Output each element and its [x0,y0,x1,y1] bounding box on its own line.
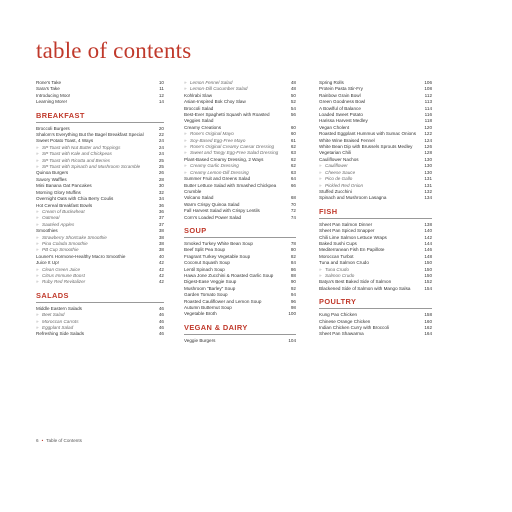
entry-page-number: 88 [290,272,296,278]
toc-entry[interactable] [319,286,432,292]
entry-page-number: 132 [424,188,432,194]
entry-title: Moroccan Carrots [42,318,79,324]
entry-title: Lemon-Dill Cucumber Salad [190,86,248,92]
entry-page-number: 42 [158,279,164,285]
entry-title: Rone's Original Creamy Caesar Dressing [190,144,275,150]
entry-page-number: 124 [424,137,432,143]
toc-section [36,80,164,106]
entry-page-number: 142 [424,234,432,240]
entry-page-number: 68 [290,195,296,201]
entry-page-number: 46 [158,325,164,330]
entry-page-number: 38 [158,240,164,246]
entry-title: Sweet Potato Toast, 4 Ways [36,138,94,144]
toc-entry[interactable] [184,183,296,196]
entry-title: Lemon Fennel Salad [190,80,233,85]
entry-page-number: 42 [158,266,164,272]
toc-column-1 [36,80,164,338]
entry-page-number: 162 [424,325,432,330]
entry-title: Cheese Sauce [325,169,356,175]
entry-page-number: 24 [158,138,164,144]
entry-title: Volcano Salad [184,195,214,201]
entry-page-number: 60 [290,124,296,130]
entry-page-number: 148 [424,253,432,259]
entry-page-number: 74 [290,214,296,220]
entry-title: Louner's Hormone-Healthy Macro Smoothie [36,253,126,259]
entry-title: Fragrant Turkey Vegetable Soup [184,253,251,259]
toc-entry[interactable] [319,195,432,201]
entry-page-number: 14 [158,99,164,105]
entry-title: Sheet Pan Shawarma [319,331,364,337]
entry-page-number: 26 [158,170,164,176]
entry-title: Blackened Side of Salmon with Mango Salsa [319,285,411,291]
entry-page-number: 160 [424,318,432,324]
footer-separator: • [41,438,44,443]
entry-page-number: 84 [290,260,296,266]
entry-page-number: 150 [424,260,432,266]
entry-title: Plant-Based Creamy Dressing, 2 Ways [184,156,264,162]
entry-title: Overnight Oats with Chia Berry Coulis [36,196,114,202]
entry-page-number: 46 [158,305,164,311]
entry-title: A Bowlful of Balance [319,105,361,111]
section-heading: VEGAN & DAIRY [184,323,296,335]
entry-page-number: 12 [158,92,164,98]
entry-page-number: 32 [158,189,164,195]
entry-page-number: 150 [424,266,432,272]
section-heading: BREAKFAST [36,111,164,123]
entry-page-number: 50 [290,92,296,98]
entry-title: Smoothies [36,228,58,234]
toc-section [319,297,432,338]
entry-title: Moroccan Turbot [319,253,354,259]
entry-page-number: 158 [424,312,432,318]
entry-title: Sara's Take [36,86,60,92]
entry-title: Rone's Take [36,80,62,85]
entry-title: Cauliflower Nachos [319,156,359,162]
entry-page-number: 62 [290,156,296,162]
entry-title: Tuna Crudo [325,266,349,272]
toc-entry[interactable] [36,331,164,337]
entry-page-number: 42 [158,260,164,266]
entry-page-number: 100 [288,311,296,317]
entry-title: Creamy Lemon-Dill Dressing [190,169,249,175]
entry-title: Pina Colada Smoothie [42,240,88,246]
toc-column-2 [184,80,296,344]
entry-page-number: 20 [158,125,164,131]
entry-title: Best-Ever Spaghetti Squash with Roasted Veggies Salad [184,112,270,124]
toc-entry[interactable] [184,338,296,344]
page-footer [36,438,82,443]
toc-column-3 [319,80,432,338]
entry-page-number: 130 [424,169,432,175]
toc-section [184,226,296,318]
entry-title: Sautéed Apples [42,221,75,227]
entry-page-number: 154 [424,285,432,291]
entry-title: SP Toast with Nut Butter and Toppings [42,144,121,150]
entry-title: Rone's Original Mayo [190,131,234,137]
entry-title: Quinoa Burgers [36,170,69,176]
entry-page-number: 48 [290,80,296,85]
entry-page-number: 60 [290,131,296,137]
entry-title: Ruby Red Revitalizer [42,279,86,285]
entry-page-number: 24 [158,144,164,150]
toc-entry[interactable] [319,331,432,337]
entry-title: Lentil Spinach Soup [184,266,225,272]
entry-title: Oatmeal [42,215,60,221]
entry-title: Sheet Pan Salmon Dinner [319,221,373,227]
entry-page-number: 48 [290,86,296,92]
entry-title: Fall Harvest Salad with Crispy Lentils [184,208,260,214]
entry-title: Mushroom "Barley" Soup [184,285,236,291]
entry-title: Shalom's Everything But the Bagel Breakfast Special [36,132,144,138]
entry-title: Hawa Jone Zucchini & Roasted Garlic Soup [184,272,274,278]
entry-title: SP Toast with Kale and Chickpeas [42,151,112,157]
entry-page-number: 112 [424,92,432,98]
entry-page-number: 130 [424,163,432,169]
entry-page-number: 63 [290,169,296,175]
entry-page-number: 63 [290,150,296,156]
entry-title: Beef Split Pea Soup [184,247,226,253]
entry-page-number: 25 [158,164,164,170]
entry-title: Spring Rolls [319,80,344,85]
entry-page-number: 138 [424,221,432,227]
entry-page-number: 46 [158,318,164,324]
entry-title: Cauliflower [325,163,348,169]
toc-entry[interactable] [36,99,164,105]
entry-title: Soy-Based Egg-Free Mayo [190,137,246,143]
entry-page-number: 131 [424,176,432,182]
entry-page-number: 37 [158,221,164,227]
entry-page-number: 128 [424,150,432,156]
section-heading: POULTRY [319,297,432,309]
entry-title: Harissa Harvest Medley [319,118,368,124]
entry-page-number: 66 [290,182,296,188]
entry-title: Vegetarian Chili [319,150,352,156]
entry-title: Asian-Inspired Bok Choy Slaw [184,99,246,105]
entry-page-number: 120 [424,124,432,130]
entry-title: Learning More! [36,99,67,105]
entry-page-number: 152 [424,279,432,285]
entry-page-number: 36 [158,202,164,208]
entry-title: Warm Crispy Quinoa Salad [184,201,240,207]
entry-page-number: 164 [424,331,432,337]
entry-title: Introducing Moo! [36,92,71,98]
entry-title: Roasted Eggplant Hummus with Sumac Onions [319,131,417,137]
entry-page-number: 46 [158,331,164,337]
section-heading: FISH [319,207,432,219]
toc-sub-entry[interactable] [36,279,164,285]
entry-title: Pico de Gallo [325,176,353,182]
entry-title: White Wine Braised Fennel [319,137,375,143]
entry-page-number: 30 [158,183,164,189]
entry-title: Chili Lime Salmon Lettuce Wraps [319,234,387,240]
entry-page-number: 56 [290,112,296,118]
entry-title: Batya's Best Baked Side of Salmon [319,279,392,285]
entry-page-number: 96 [290,298,296,304]
entry-title: Kohlrabi Slaw [184,92,213,98]
entry-page-number: 116 [424,112,432,118]
entry-title: PB Cup Smoothie [42,247,79,253]
entry-title: Protein Pasta Stir-Fry [319,86,363,92]
entry-title: Citrus Immune Boost [42,272,85,278]
entry-title: Indian Chicken Curry with Broccoli [319,325,389,330]
entry-title: Vegetable Broth [184,311,217,317]
footer-page-number: 6 [36,438,39,443]
entry-title: Cream of Buckwheat [42,208,85,214]
entry-title: Kung Pao Chicken [319,312,358,318]
entry-title: Rainbow Grain Bowl [319,92,361,98]
entry-page-number: 62 [290,163,296,169]
entry-title: Baked Sushi Cups [319,240,357,246]
entry-title: Spinach and Mushroom Lasagna [319,195,387,201]
entry-page-number: 122 [424,131,432,137]
entry-title: Autumn Butternut Soup [184,305,232,310]
entry-title: Middle Eastern Salads [36,305,82,311]
entry-page-number: 146 [424,247,432,253]
entry-page-number: 90 [290,279,296,285]
entry-title: Garden Tomato Soup [184,292,228,298]
toc-entry[interactable] [184,311,296,317]
entry-page-number: 150 [424,272,432,278]
entry-page-number: 37 [158,215,164,221]
entry-title: Coconut Squash Soup [184,260,230,266]
entry-title: Creamy Creations [184,124,222,130]
entry-page-number: 78 [290,240,296,246]
entry-title: Stuffed Zucchini [319,188,352,194]
entry-title: Pickled Red Onion [325,182,364,188]
entry-title: Veggie Burgers [184,337,216,343]
toc-entry[interactable] [184,112,296,125]
entry-page-number: 11 [159,86,164,92]
entry-page-number: 104 [288,337,296,343]
entry-page-number: 54 [290,105,296,111]
entry-title: Clean Green Juice [42,266,81,272]
entry-page-number: 40 [158,253,164,259]
entry-page-number: 134 [424,195,432,201]
entry-title: Roasted Cauliflower and Lemon Soup [184,298,262,304]
entry-page-number: 62 [290,144,296,150]
toc-section [319,80,432,202]
entry-title: Vegan Cholent [319,124,350,130]
entry-page-number: 38 [158,234,164,240]
entry-title: Loaded Sweet Potato [319,112,363,118]
entry-page-number: 140 [424,228,432,234]
entry-page-number: 52 [290,99,296,105]
entry-title: Eggplant Salad [42,325,74,330]
entry-title: Corn's Loaded Power Salad [184,214,242,220]
toc-section [36,291,164,338]
entry-page-number: 46 [158,312,164,318]
entry-page-number: 92 [290,285,296,291]
section-heading: SALADS [36,291,164,303]
entry-page-number: 72 [290,208,296,214]
entry-page-number: 61 [290,137,296,143]
entry-title: Broccoli Burgers [36,125,70,131]
entry-title: SP Toast with Spinach and Mushroom Scramble [42,164,141,170]
entry-page-number: 131 [424,182,432,188]
entry-page-number: 22 [158,132,164,138]
entry-title: Digest-Ease Veggie Soup [184,279,237,285]
toc-section [319,207,432,292]
entry-title: SP Toast with Ricotta and Berries [42,157,111,163]
entry-title: Butter Lettuce Salad with Smashed Chickpea Crumble [184,182,277,194]
entry-page-number: 70 [290,201,296,207]
entry-page-number: 144 [424,240,432,246]
entry-page-number: 38 [158,247,164,253]
footer-label: Table of Contents [46,438,82,443]
entry-title: Creamy Garlic Dressing [190,163,239,169]
entry-page-number: 118 [424,118,432,124]
entry-title: Tuna and Salmon Crudo [319,260,369,266]
entry-title: Juice It Up! [36,260,59,266]
entry-page-number: 80 [290,247,296,253]
toc-section [184,323,296,344]
entry-title: Broccoli Salad [184,105,214,111]
entry-page-number: 126 [424,144,432,150]
entry-page-number: 108 [424,86,432,92]
entry-title: Mini Banana Oat Pancakes [36,183,92,189]
entry-page-number: 64 [290,176,296,182]
page-title: table of contents [36,38,192,63]
toc-section [36,111,164,286]
entry-title: Smoked Turkey White Bean Soup [184,240,253,246]
entry-title: Strawberry Shortcake Smoothie [42,234,107,240]
toc-section [184,80,296,221]
entry-title: Beet Salad [42,312,65,318]
entry-title: Refreshing Side Salads [36,331,85,337]
entry-page-number: 28 [158,176,164,182]
entry-title: Hot Cereal Breakfast Bowls [36,202,93,208]
entry-page-number: 86 [290,266,296,272]
section-heading: SOUP [184,226,296,238]
entry-page-number: 114 [424,105,432,111]
entry-page-number: 94 [290,292,296,298]
entry-page-number: 25 [158,157,164,163]
entry-page-number: 34 [158,196,164,202]
entry-page-number: 36 [158,208,164,214]
entry-title: Morning Glory Muffins [36,189,81,195]
entry-page-number: 42 [158,272,164,278]
entry-title: Sheet Pan Spiced Snapper [319,228,375,234]
entry-page-number: 98 [290,305,296,310]
entry-page-number: 24 [158,151,164,157]
entry-title: Salmon Crudo [325,272,355,278]
entry-page-number: 82 [290,253,296,259]
entry-page-number: 130 [424,156,432,162]
entry-title: White Bean Dip with Brussels Sprouts Medley [319,144,413,150]
entry-title: Green Goodness Bowl [319,99,366,105]
entry-title: Mediterranean Fish En Papillote [319,247,385,253]
entry-title: Chinese Orange Chicken [319,318,371,324]
toc-entry[interactable] [184,215,296,221]
entry-page-number: 106 [424,80,432,85]
entry-page-number: 38 [158,228,164,234]
entry-title: Summer Fruit and Greens Salad [184,176,251,182]
entry-title: Savory Waffles [36,176,67,182]
entry-title: Sweet and Tangy Egg-Free Salad Dressing [190,150,279,156]
entry-page-number: 10 [158,80,164,85]
entry-page-number: 113 [424,99,432,105]
